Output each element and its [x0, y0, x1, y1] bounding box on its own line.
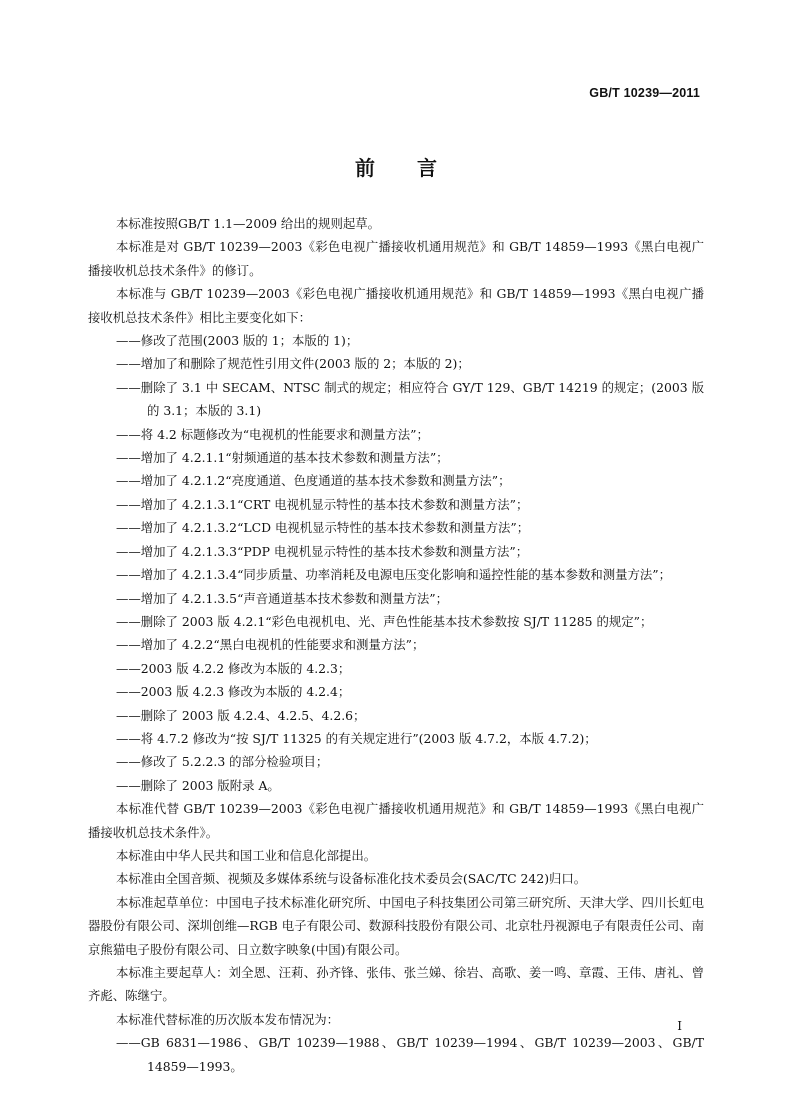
change-item: ——增加了 4.2.1.3.3“PDP 电视机显示特性的基本技术参数和测量方法”；: [116, 543, 529, 559]
change-item: ——删除了 2003 版 4.2.1“彩色电视机电、光、声色性能基本技术参数按 SJ/T 11285 的规定”；: [116, 613, 653, 629]
foreword-body: [88, 212, 704, 1078]
change-item: ——修改了范围(2003 版的 1；本版的 1)；: [116, 333, 359, 349]
paragraph: 本标准主要起草人：刘全恩、汪莉、孙齐锋、张伟、张兰娣、徐岩、高歌、姜一鸣、章霞、王伟、唐礼、曾齐彪、陈继宁。: [88, 965, 704, 1004]
change-item: ——将 4.2 标题修改为“电视机的性能要求和测量方法”；: [116, 426, 429, 442]
paragraph: 本标准与 GB/T 10239—2003《彩色电视广播接收机通用规范》和 GB/T 14859—1993《黑白电视广播接收机总技术条件》相比主要变化如下：: [88, 286, 704, 325]
page-number: I: [677, 1019, 682, 1033]
change-item: ——删除了 3.1 中 SECAM、NTSC 制式的规定；相应符合 GY/T 129、GB/T 14219 的规定；(2003 版的 3.1；本版的 3.1): [116, 379, 704, 419]
change-item: ——增加了 4.2.1.3.5“声音通道基本技术参数和测量方法”；: [116, 590, 448, 606]
change-item: ——增加了 4.2.1.3.2“LCD 电视机显示特性的基本技术参数和测量方法”；: [116, 520, 530, 536]
page-title: 前言: [355, 156, 479, 180]
change-item: ——增加了 4.2.1.1“射频通道的基本技术参数和测量方法”；: [116, 450, 449, 466]
change-item: ——2003 版 4.2.2 修改为本版的 4.2.3；: [116, 660, 351, 676]
standard-number: GB/T 10239—2011: [589, 86, 700, 100]
paragraph: 本标准代替标准的历次版本发布情况为：: [116, 1011, 340, 1027]
paragraph: 本标准起草单位：中国电子技术标准化研究所、中国电子科技集团公司第三研究所、天津大学、四川长虹电器股份有限公司、深圳创维—RGB 电子有限公司、数源科技股份有限公司、北京牡丹视源电子有限责任公司、南京熊猫电子股份有限公司、日立数字映象(中国)有限公司。: [88, 894, 704, 957]
paragraph: 本标准按照GB/T 1.1—2009 给出的规则起草。: [116, 216, 381, 231]
change-item: ——增加了和删除了规范性引用文件(2003 版的 2；本版的 2)；: [116, 356, 470, 372]
paragraph: 本标准代替 GB/T 10239—2003《彩色电视广播接收机通用规范》和 GB/T 14859—1993《黑白电视广播接收机总技术条件》。: [88, 801, 704, 840]
change-item: ——增加了 4.2.1.2“亮度通道、色度通道的基本技术参数和测量方法”；: [116, 473, 511, 489]
change-item: ——删除了 2003 版 4.2.4、4.2.5、4.2.6；: [116, 707, 366, 723]
change-item: ——删除了 2003 版附录 A。: [116, 777, 280, 793]
paragraph: 本标准由中华人民共和国工业和信息化部提出。: [116, 847, 377, 863]
paragraph: 本标准是对 GB/T 10239—2003《彩色电视广播接收机通用规范》和 GB/T 14859—1993《黑白电视广播接收机总技术条件》的修订。: [88, 239, 704, 278]
version-history-item: ——GB 6831—1986、GB/T 10239—1988、GB/T 10239—1994、GB/T 10239—2003、GB/T 14859—1993。: [116, 1035, 704, 1074]
change-item: ——增加了 4.2.1.3.4“同步质量、功率消耗及电源电压变化影响和遥控性能的基本参数和测量方法”；: [116, 567, 672, 583]
paragraph: 本标准由全国音频、视频及多媒体系统与设备标准化技术委员会(SAC/TC 242)归口。: [116, 871, 587, 887]
change-item: ——增加了 4.2.1.3.1“CRT 电视机显示特性的基本技术参数和测量方法”；: [116, 496, 529, 512]
change-item: ——增加了 4.2.2“黑白电视机的性能要求和测量方法”；: [116, 637, 425, 653]
change-item: ——将 4.7.2 修改为“按 SJ/T 11325 的有关规定进行”(2003 版 4.7.2，本版 4.7.2)；: [116, 730, 597, 746]
change-item: ——修改了 5.2.2.3 的部分检验项目；: [116, 754, 329, 770]
change-item: ——2003 版 4.2.3 修改为本版的 4.2.4；: [116, 684, 351, 700]
